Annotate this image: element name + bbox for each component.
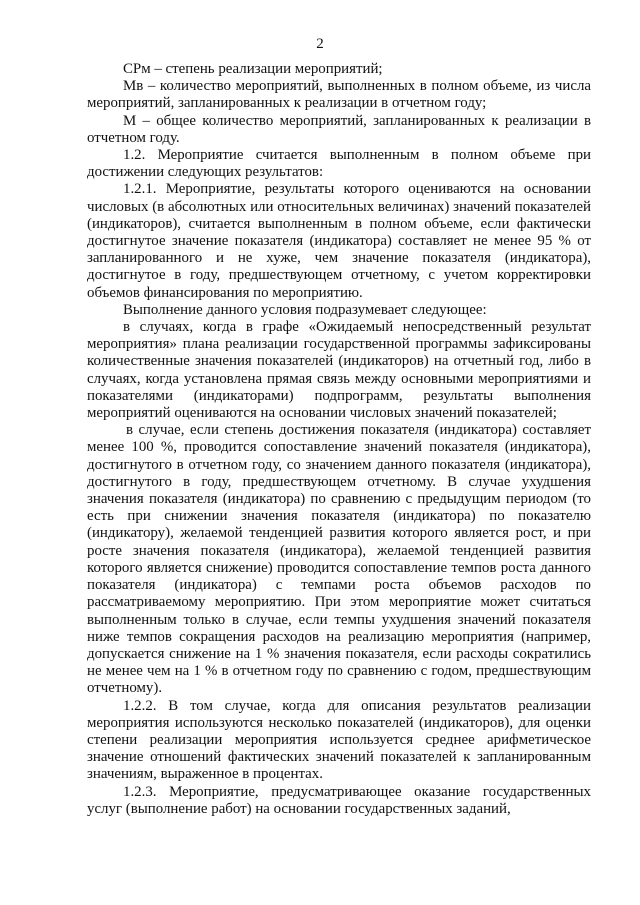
paragraph-case-less-than-100: в случае, если степень достижения показателя (индикатора) составляет менее 100 %, проводится сопоставление значений показателя (индикатора), достигнутого в отчетном году, со значением данного показателя (индикатора), достигнутого в году, предшествующем отчетному. В случае ухудшения значения показателя (индикатора) по сравнению с предыдущим периодом (то есть при снижении значения показателя (индикатора) по показателю (индикатору), желаемой тенденцией развития которого является рост, и при росте значения показателя (индикатора), желаемой тенденцией развития которого является снижение) проводится сопоставление темпов роста данного показателя (индикатора) с темпами роста объемов расходов по рассматриваемому мероприятию. При этом мероприятие может считаться выполненным только в случае, если темпы ухудшения значений показателя ниже темпов сокращения расходов на реализацию мероприятия (например, допускается снижение на 1 % значения показателя, если расходы сократились не менее чем на 1 % в отчетном году по сравнению с годом, предшествующим отчетному). [87,422,591,697]
paragraph-1-2-1: 1.2.1. Мероприятие, результаты которого оцениваются на основании числовых (в абсолютных или относительных величинах) значений показателей (индикаторов), считается выполненным в полном объеме, если фактически достигнутое значение показателя (индикатора) составляет не менее 95 % от запланированного и не хуже, чем значение показателя (индикатора), достигнутое в году, предшествующем отчетному, с учетом корректировки объемов финансирования по мероприятию. [87,181,591,301]
document-body [87,61,591,818]
paragraph-1-2: 1.2. Мероприятие считается выполненным в полном объеме при достижении следующих результатов: [87,147,591,181]
paragraph-1-2-3: 1.2.3. Мероприятие, предусматривающее оказание государственных услуг (выполнение работ) на основании государственных заданий, [87,783,591,817]
paragraph-mv-definition: Мв – количество мероприятий, выполненных в полном объеме, из числа мероприятий, запланированных к реализации в отчетном году; [87,78,591,112]
paragraph-srm-definition: СРм – степень реализации мероприятий; [123,61,383,77]
paragraph-m-definition: М – общее количество мероприятий, запланированных к реализации в отчетном году. [87,112,591,146]
paragraph-1-2-2: 1.2.2. В том случае, когда для описания результатов реализации мероприятия используются несколько показателей (индикаторов), для оценки степени реализации мероприятия используется среднее арифметическое значение отношений фактических значений показателей к запланированным значениям, выраженное в процентах. [87,697,591,783]
paragraph-cases-expected-result: в случаях, когда в графе «Ожидаемый непосредственный результат мероприятия» плана реализации государственной программы зафиксированы количественные значения показателей (индикаторов) на отчетный год, либо в случаях, когда установлена прямая связь между основными мероприятиями и показателями (индикаторами) подпрограмм, результаты выполнения мероприятий оцениваются на основании числовых значений показателей; [87,319,591,422]
page-number: 2 [316,36,324,52]
paragraph-condition-intro: Выполнение данного условия подразумевает следующее: [123,301,487,318]
